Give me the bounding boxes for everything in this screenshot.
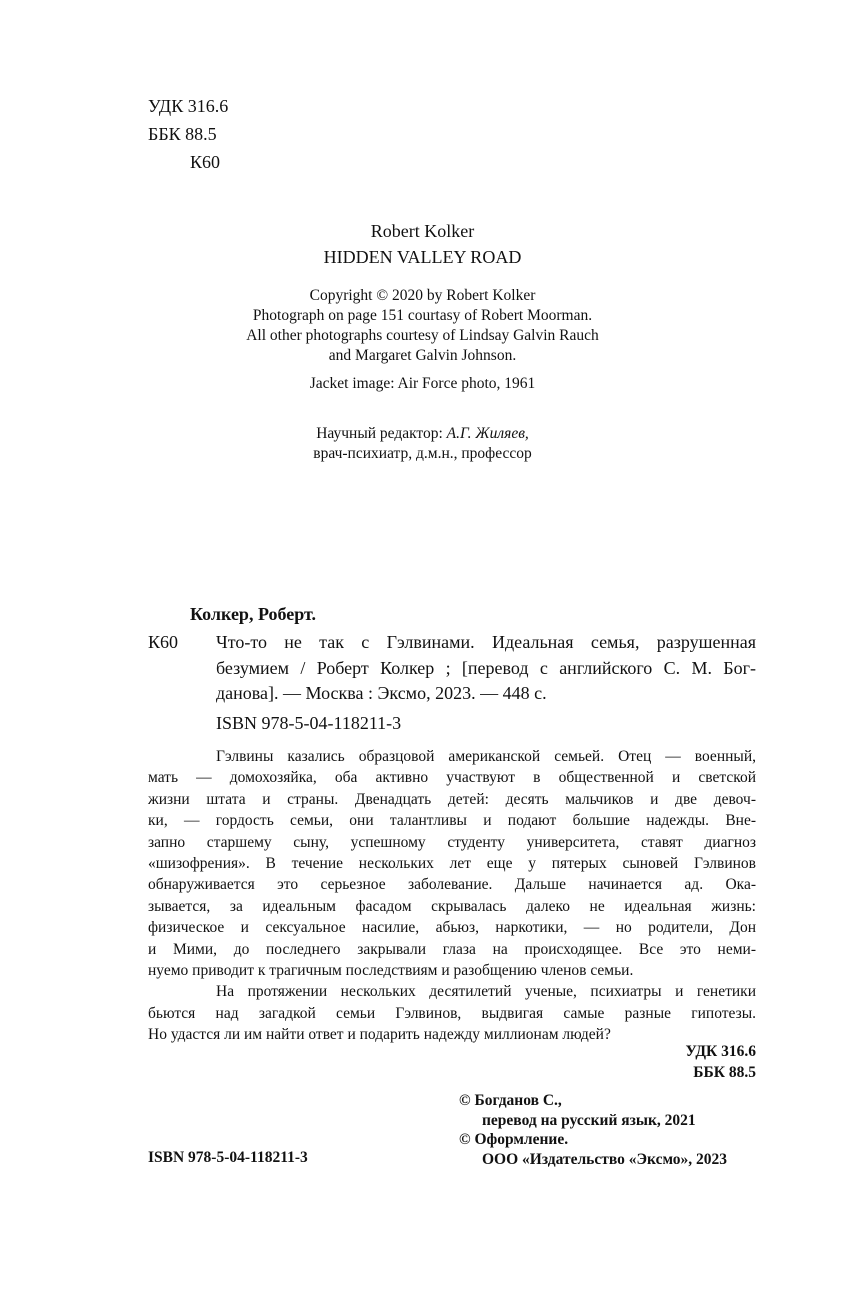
- annotation-bbk: ББК 88.5: [693, 1064, 756, 1081]
- annotation-line: ки, — гордость семьи, они талантливы и подают большие надежды. Вне-: [148, 812, 756, 830]
- editor-name: А.Г. Жиляев,: [446, 425, 529, 442]
- rights-line: © Оформление.: [459, 1131, 569, 1148]
- copyright-line: Copyright © 2020 by Robert Kolker: [309, 287, 536, 304]
- scientific-editor: [0, 425, 845, 443]
- editor-credentials: врач-психиатр, д.м.н., профессор: [313, 445, 532, 462]
- annotation-line: обнаруживается это серьезное заболевание. Дальше начинается ад. Ока-: [148, 876, 756, 894]
- bottom-isbn: ISBN 978-5-04-118211-3: [148, 1149, 308, 1166]
- annotation-line: На протяжении нескольких десятилетий ученые, психиатры и генетики: [216, 983, 756, 1001]
- catalog-heading: Колкер, Роберт.: [190, 604, 316, 624]
- original-title: HIDDEN VALLEY ROAD: [323, 247, 522, 267]
- bbk-code: ББК 88.5: [148, 124, 217, 144]
- copyright-line: and Margaret Galvin Johnson.: [328, 347, 517, 364]
- annotation-line: запно старшему сыну, успешному студенту университета, ставят диагноз: [148, 833, 756, 851]
- rights-line: ООО «Издательство «Эксмо», 2023: [482, 1151, 728, 1168]
- catalog-line: Что-то не так с Гэлвинами. Идеальная семья, разрушенная: [216, 632, 756, 652]
- original-author: Robert Kolker: [370, 221, 475, 241]
- editor-label: Научный редактор:: [316, 425, 447, 442]
- rights-line: перевод на русский язык, 2021: [482, 1112, 696, 1129]
- catalog-isbn: ISBN 978-5-04-118211-3: [216, 713, 402, 733]
- author-sign: К60: [190, 152, 221, 172]
- annotation-line: и Мими, до последнего закрывали глаза на происходящее. Все это неми-: [148, 940, 756, 958]
- copyright-line: Photograph on page 151 courtasy of Robert Moorman.: [252, 307, 593, 324]
- catalog-entry: [216, 630, 756, 707]
- annotation-line: «шизофрения». В течение нескольких лет еще у пятерых сыновей Гэлвинов: [148, 855, 756, 873]
- annotation-line: бьются над загадкой семьи Гэлвинов, выдвигая самые разные гипотезы.: [148, 1004, 756, 1022]
- annotation-line: Но удастся ли им найти ответ и подарить надежду миллионам людей?: [148, 1026, 611, 1044]
- catalog-sign: К60: [148, 632, 179, 652]
- annotation-line: физическое и сексуальное насилие, абьюз, наркотики, — но родители, Дон: [148, 919, 756, 937]
- annotation-line: зывается, за идеальным фасадом скрывалась далеко не идеальная жизнь:: [148, 897, 756, 915]
- annotation-udk: УДК 316.6: [685, 1043, 756, 1060]
- catalog-line: данова]. — Москва : Эксмо, 2023. — 448 с.: [216, 683, 547, 703]
- rights-line: © Богданов С.,: [459, 1092, 562, 1109]
- annotation: [148, 746, 756, 1046]
- jacket-credit: Jacket image: Air Force photo, 1961: [309, 375, 536, 392]
- copyright-line: All other photographs courtesy of Lindsay Galvin Rauch: [246, 327, 599, 344]
- udk-code: УДК 316.6: [148, 96, 229, 116]
- annotation-line: Гэлвины казались образцовой американской семьей. Отец — военный,: [216, 748, 756, 765]
- annotation-line: нуемо приводит к трагичным последствиям и разобщению членов семьи.: [148, 962, 634, 980]
- catalog-line: безумием / Роберт Колкер ; [перевод с английского С. М. Бог-: [216, 657, 756, 678]
- annotation-line: мать — домохозяйка, оба активно участвуют в общественной и светской: [148, 769, 756, 787]
- annotation-line: жизни штата и страны. Двенадцать детей: десять мальчиков и две девоч-: [148, 790, 756, 808]
